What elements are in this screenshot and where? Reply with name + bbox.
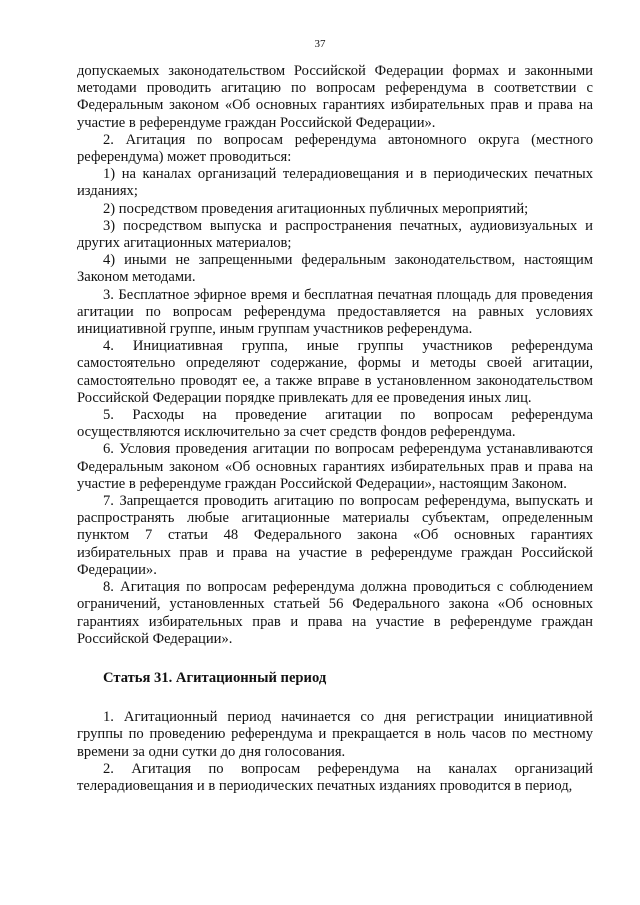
- paragraph: 3) посредством выпуска и распространения печатных, аудиовизуальных и других агитационных материалов;: [77, 217, 593, 252]
- paragraph: 5. Расходы на проведение агитации по вопросам референдума осуществляются исключительно за счет средств фондов референдума.: [77, 407, 593, 441]
- document-body: [77, 63, 593, 795]
- page-number: 37: [314, 38, 326, 50]
- paragraph: 2) посредством проведения агитационных публичных мероприятий;: [103, 200, 529, 217]
- paragraph: 6. Условия проведения агитации по вопросам референдума устанавливаются Федеральным законом «Об основных гарантиях избирательных прав и права на участие в референдуме граждан Российской Федерации», настоящим Законом.: [77, 441, 593, 492]
- paragraph: 7. Запрещается проводить агитацию по вопросам референдума, выпускать и распространять любые агитационные материалы субъектам, определенным пунктом 7 статьи 48 Федерального закона «Об основных гарантиях избирательных прав и права на участие в референдуме граждан Российской Федерации».: [77, 493, 593, 578]
- paragraph: 1. Агитационный период начинается со дня регистрации инициативной группы по проведению референдума и прекращается в ноль часов по местному времени за одни сутки до дня голосования.: [77, 709, 593, 760]
- paragraph: допускаемых законодательством Российской Федерации формах и законными методами проводить агитацию по вопросам референдума в соответствии с Федеральным законом «Об основных гарантиях избирательных прав и права на участие в референдуме граждан Российской Федерации».: [77, 63, 593, 131]
- paragraph: 1) на каналах организаций телерадиовещания и в периодических печатных изданиях;: [77, 166, 593, 200]
- paragraph: 8. Агитация по вопросам референдума должна проводиться с соблюдением ограничений, установленных статьей 56 Федерального закона «Об основных гарантиях избирательных прав и права на участие в референдуме граждан Российской Федерации».: [77, 579, 593, 647]
- article-heading: Статья 31. Агитационный период: [103, 669, 327, 686]
- paragraph: 4. Инициативная группа, иные группы участников референдума самостоятельно определяют содержание, формы и методы своей агитации, самостоятельно проводят ее, а также вправе в установленном законодательством Российской Федерации порядке привлекать для ее проведения иных лиц.: [77, 338, 593, 406]
- paragraph: 2. Агитация по вопросам референдума автономного округа (местного референдума) может проводиться:: [77, 131, 593, 166]
- paragraph: 2. Агитация по вопросам референдума на каналах организаций телерадиовещания и в периодических печатных изданиях проводится в период,: [77, 760, 593, 794]
- paragraph: 4) иными не запрещенными федеральным законодательством, настоящим Законом методами.: [77, 252, 593, 286]
- paragraph: 3. Бесплатное эфирное время и бесплатная печатная площадь для проведения агитации по вопросам референдума предоставляется на равных условиях инициативной группе, иным группам участников референдума.: [77, 286, 593, 338]
